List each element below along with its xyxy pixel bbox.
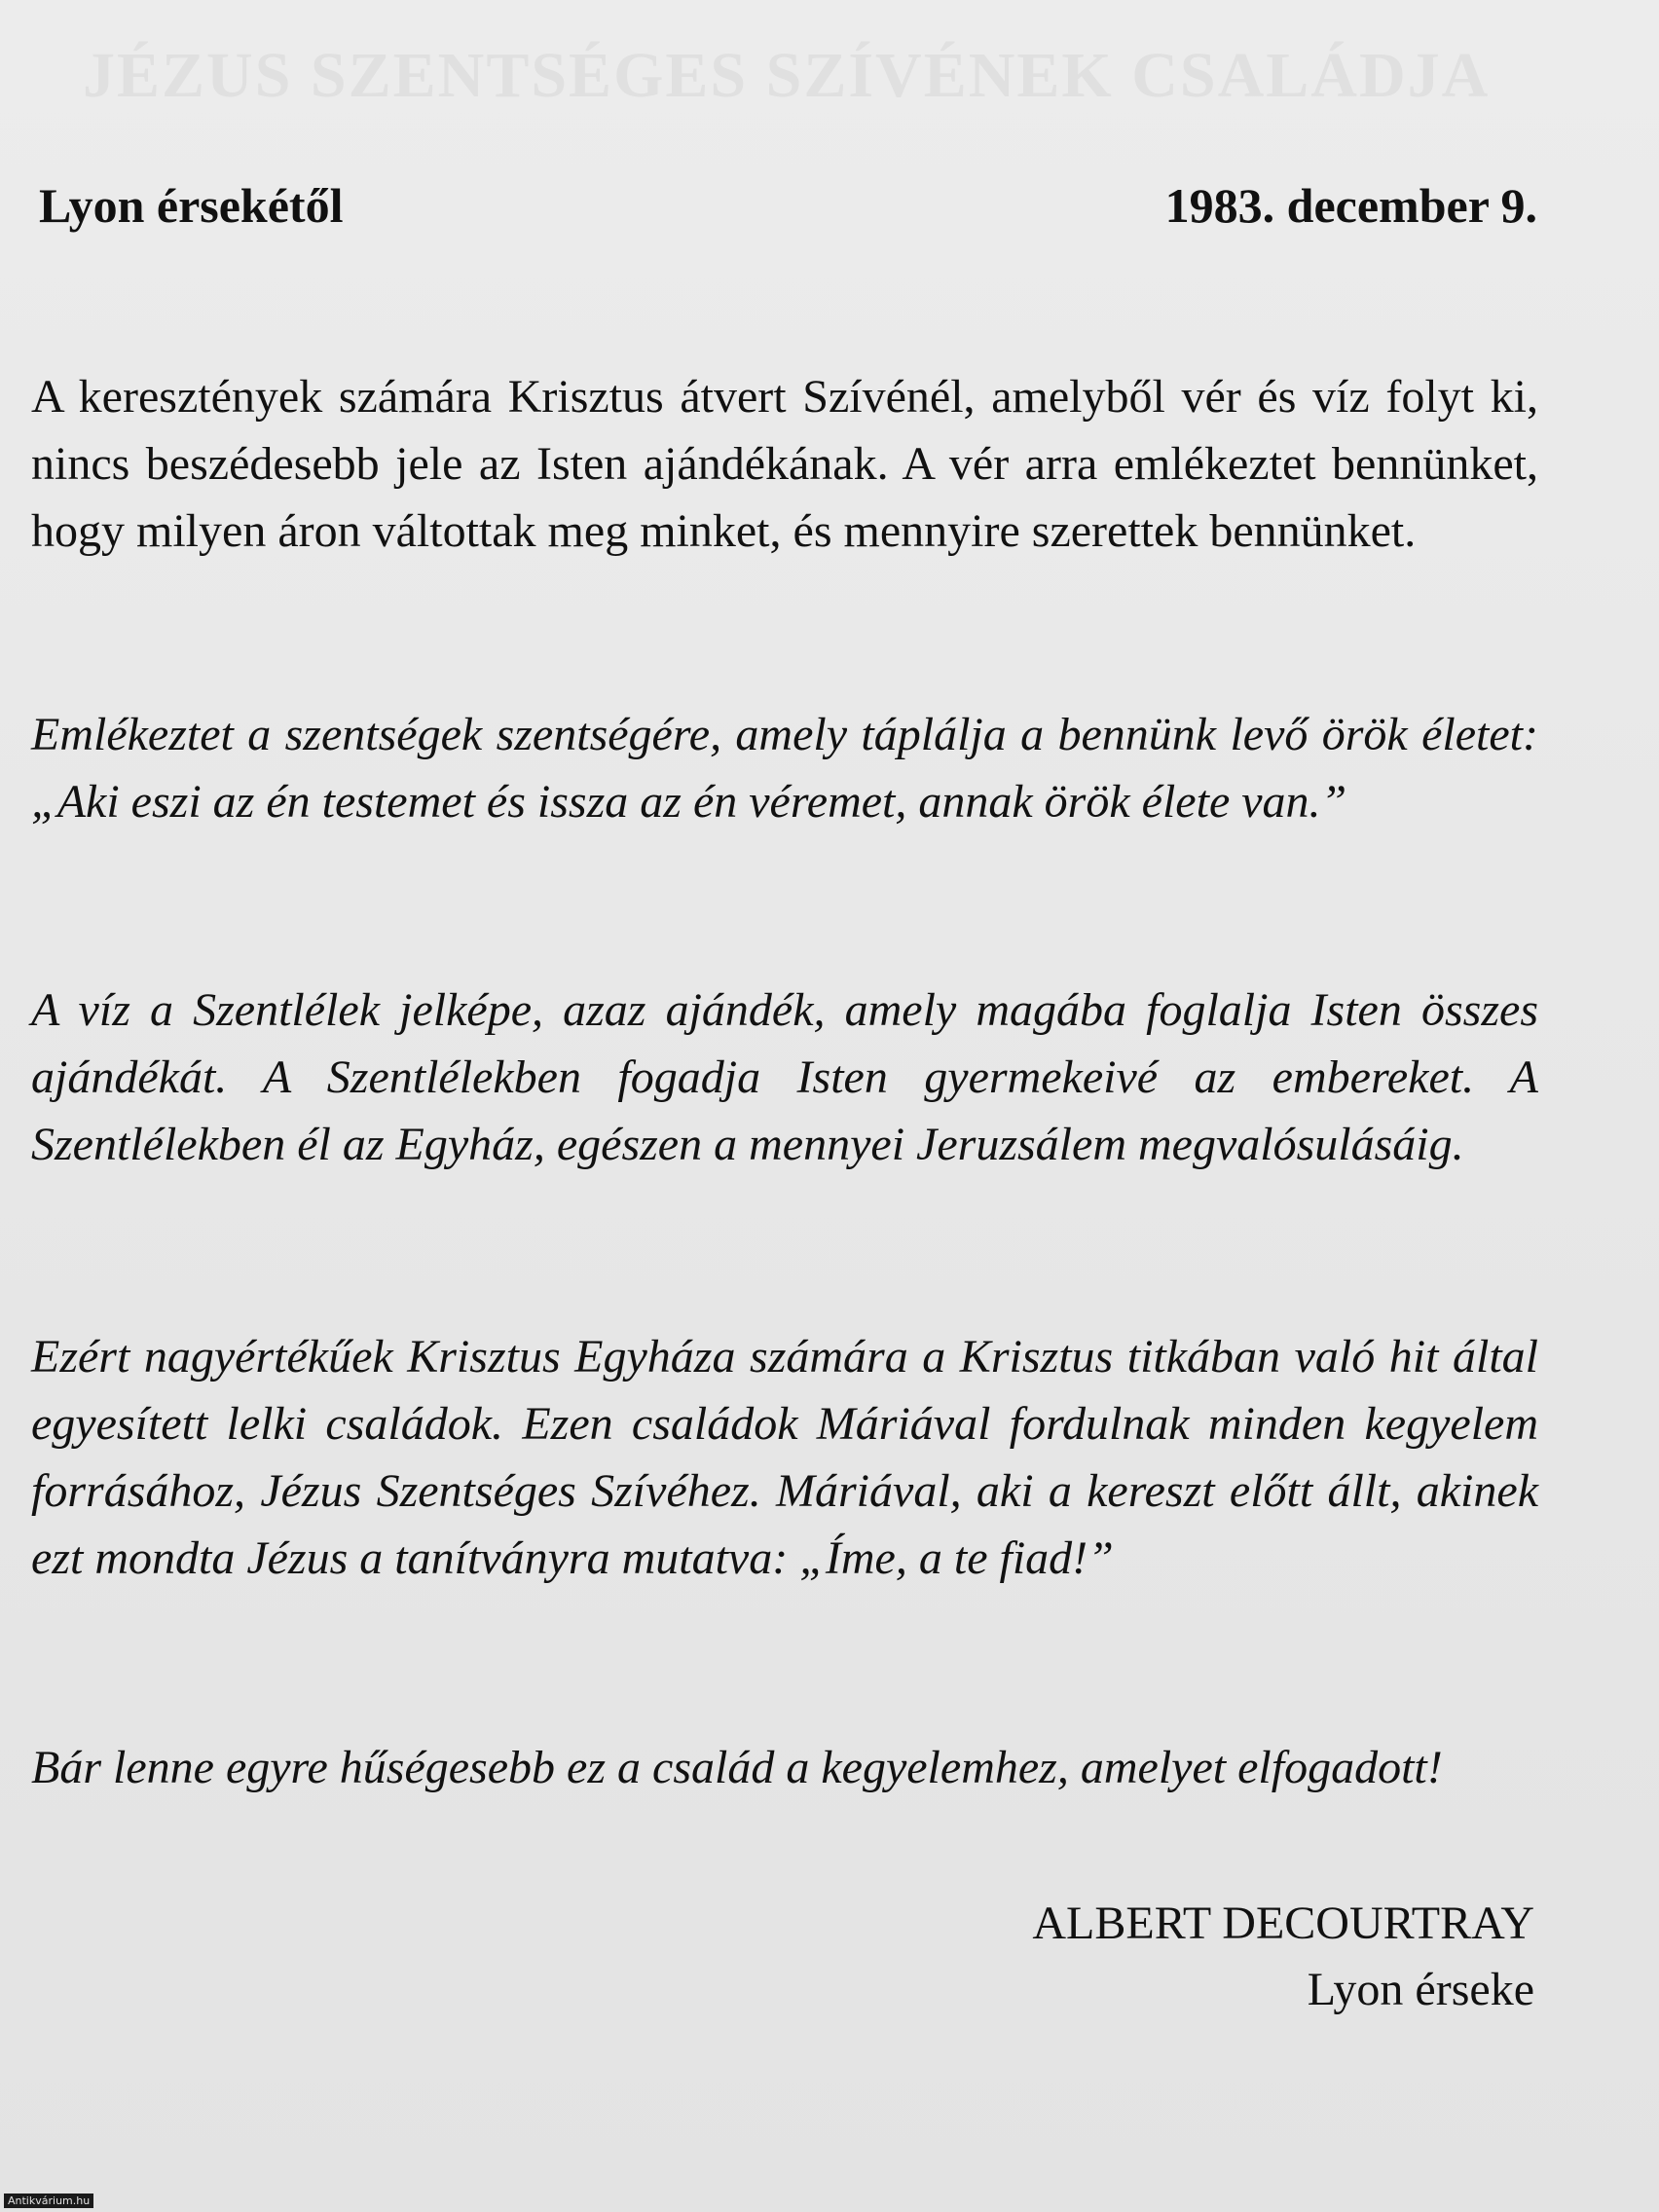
letter-header bbox=[39, 177, 1537, 234]
signature-block bbox=[1032, 1891, 1534, 2023]
sender-line: Lyon érsekétől bbox=[39, 178, 344, 233]
paragraph: Emlékeztet a szentségek szentségére, amely táplálja a bennünk levő örök életet: „Aki eszi az én testemet és issza az én véremet, annak örök élete van.” bbox=[31, 709, 1538, 828]
date-line: 1983. december 9. bbox=[1164, 178, 1537, 233]
signatory-title: Lyon érseke bbox=[1307, 1964, 1534, 2015]
bleed-through-heading: JÉZUS SZENTSÉGES SZÍVÉNEK CSALÁDJA bbox=[83, 40, 1491, 111]
signatory-name: ALBERT DECOURTRAY bbox=[1032, 1898, 1534, 1949]
paragraph: Ezért nagyértékűek Krisztus Egyháza számára a Krisztus titkában való hit által egyesített lelki családok. Ezen családok Máriával fordulnak minden kegyelem forrásához, Jézus Szentséges Szívéhez. Máriával, aki a kereszt előtt állt, akinek ezt mondta Jézus a tanítványra mutatva: „Íme, a te fiad!” bbox=[31, 1331, 1538, 1584]
paragraph: A keresztények számára Krisztus átvert Szívénél, amelyből vér és víz folyt ki, nincs beszédesebb jele az Isten ajándékának. A vér arra emlékeztet bennünket, hogy milyen áron váltottak meg minket, és mennyire szerettek bennünket. bbox=[31, 371, 1538, 557]
watermark: Antikvárium.hu bbox=[4, 2194, 93, 2208]
paragraph: Bár lenne egyre hűségesebb ez a család a kegyelemhez, amelyet elfogadott! bbox=[31, 1742, 1443, 1793]
paragraph: A víz a Szentlélek jelképe, azaz ajándék, amely magába foglalja Isten összes ajándékát. A Szentlélekben fogadja Isten gyermekeivé az embereket. A Szentlélekben él az Egyház, egészen a mennyei Jeruzsálem megvalósulásáig. bbox=[31, 984, 1538, 1170]
